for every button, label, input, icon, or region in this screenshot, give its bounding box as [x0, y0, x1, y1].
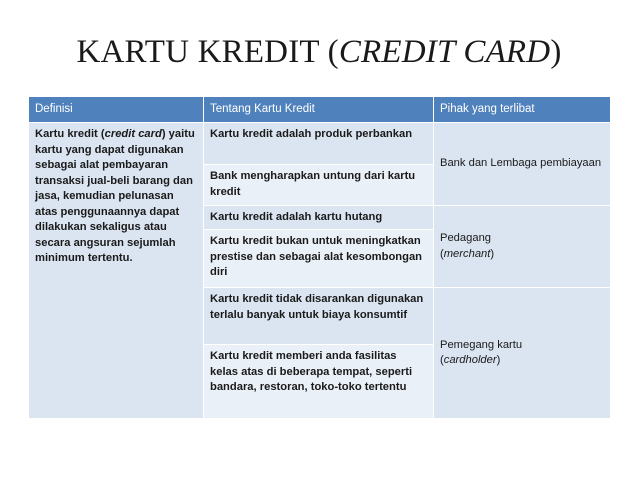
tentang-cell-4: Kartu kredit bukan untuk meningkatkan prestise dan sebagai alat kesombongan diri	[204, 230, 434, 288]
title-suffix: )	[550, 34, 562, 70]
header-row	[29, 97, 611, 123]
definisi-italic: credit card	[104, 128, 162, 140]
pihak-text-2: Pedagang	[440, 232, 492, 244]
pihak-text-3: Pemegang kartu	[440, 338, 523, 351]
definisi-cell	[29, 123, 204, 419]
tentang-cell-5: Kartu kredit tidak disarankan digunakan terlalu banyak untuk biaya konsumtif	[204, 288, 434, 345]
tentang-cell-1: Kartu kredit adalah produk perbankan	[204, 123, 434, 165]
tentang-cell-6: Kartu kredit memberi anda fasilitas kelas atas di beberapa tempat, seperti bandara, restoran, toko-toko tertentu	[204, 345, 434, 419]
pihak-post-2: )	[490, 247, 495, 260]
pihak-cell-3	[434, 288, 611, 419]
pihak-italic-3: cardholder	[443, 354, 497, 366]
pihak-cell-2	[434, 206, 611, 288]
table-row	[29, 123, 611, 165]
header-tentang: Tentang Kartu Kredit	[204, 97, 434, 123]
pihak-cell-1	[434, 123, 611, 206]
slide-title	[0, 34, 638, 71]
header-pihak: Pihak yang terlibat	[434, 97, 611, 123]
definisi-post: ) yaitu kartu yang dapat digunakan sebagai alat pembayaran transaksi jual-beli barang dan jasa, kemudian pelunasan atas penggunaannya dapat dilakukan sekaligus atau secara angsuran sejumlah minimum tertentu.	[35, 128, 195, 264]
pihak-text-1: Bank dan Lembaga pembiayaan	[440, 157, 602, 170]
header-definisi: Definisi	[29, 97, 204, 123]
definisi-pre: Kartu kredit (	[35, 128, 105, 140]
tentang-cell-2: Bank mengharapkan untung dari kartu kredit	[204, 165, 434, 206]
tentang-cell-3: Kartu kredit adalah kartu hutang	[204, 206, 434, 230]
pihak-pre-2: (	[440, 247, 444, 260]
title-italic: CREDIT CARD	[338, 34, 551, 70]
pihak-italic-2: merchant	[443, 247, 491, 260]
pihak-post-3: )	[496, 354, 501, 366]
credit-card-table	[28, 96, 611, 419]
pihak-pre-3: (	[440, 354, 444, 366]
title-prefix: KARTU KREDIT (	[76, 34, 339, 70]
